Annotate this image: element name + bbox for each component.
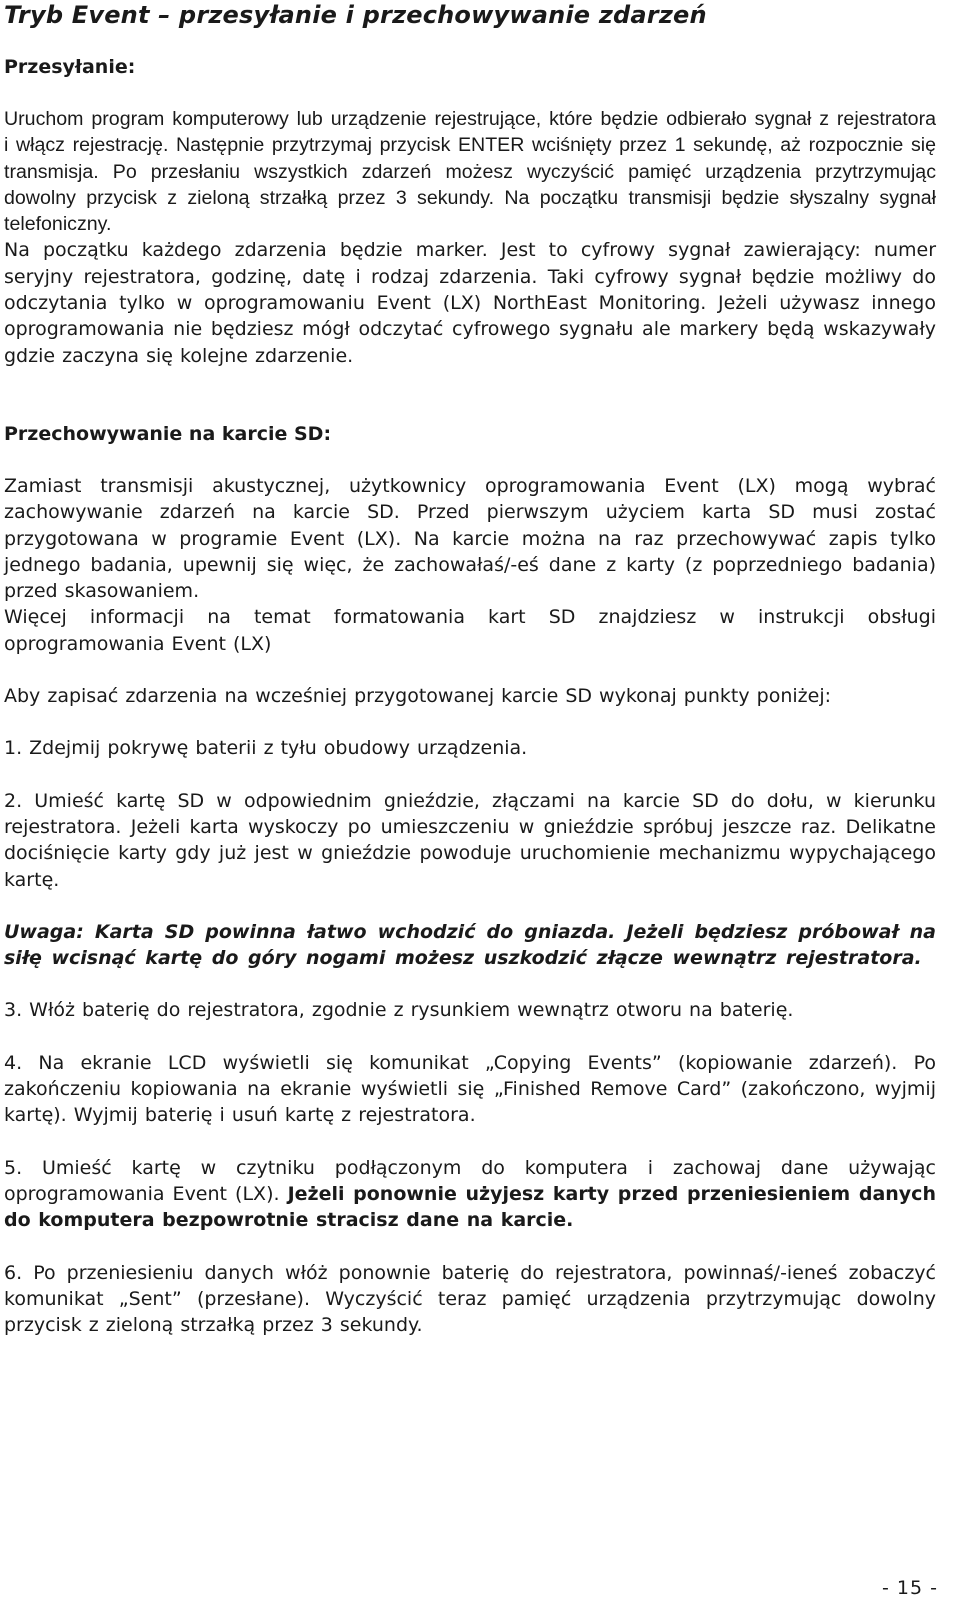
step-5-text: 5. Umieść kartę w czytniku podłączonym do komputera i zachowaj dane używając oprogramowania Event (LX). (4, 1156, 936, 1205)
storage-paragraph-1: Zamiast transmisji akustycznej, użytkownicy oprogramowania Event (LX) mogą wybrać zachowywanie zdarzeń na karcie SD. Przed pierwszym użyciem karta SD musi zostać przygotowana w programie Event (LX). Na karcie można na raz przechowywać zapis tylko jednego badania, upewnij się więc, że zachowałaś/-eś dane z karty (z poprzedniego badania) przed skasowaniem. (4, 474, 936, 603)
warning-note: Uwaga: Karta SD powinna łatwo wchodzić do gniazda. Jeżeli będziesz próbował na siłę wcisnąć kartę do góry nogami możesz uszkodzić złącze wewnątrz rejestratora. (4, 920, 936, 970)
step-6: 6. Po przeniesieniu danych włóż ponownie baterię do rejestratora, powinnaś/-ieneś zobaczyć komunikat „Sent” (przesłane). Wyczyścić teraz pamięć urządzenia przytrzymując dowolny przycisk z zieloną strzałką przez 3 sekundy. (4, 1261, 936, 1337)
storage-intro: Aby zapisać zdarzenia na wcześniej przygotowanej karcie SD wykonaj punkty poniżej: (4, 685, 832, 708)
page-number: - 15 - (882, 1577, 938, 1599)
document-page (4, 0, 936, 1338)
section-heading-transfer: Przesyłanie: (4, 56, 136, 78)
step-1: 1. Zdejmij pokrywę baterii z tyłu obudowy urządzenia. (4, 737, 528, 760)
page-title: Tryb Event – przesyłanie i przechowywanie zdarzeń (4, 1, 707, 29)
transfer-paragraph-2: Na początku każdego zdarzenia będzie marker. Jest to cyfrowy sygnał zawierający: numer seryjny rejestratora, godzinę, datę i rodzaj zdarzenia. Taki cyfrowy sygnał będzie możliwy do odczytania tylko w oprogramowaniu Event (LX) NorthEast Monitoring. Jeżeli używasz innego oprogramowania nie będziesz mógł odczytać cyfrowego sygnału ale markery będą wskazywały gdzie zaczyna się kolejne zdarzenie. (4, 239, 936, 367)
step-3: 3. Włóż baterię do rejestratora, zgodnie z rysunkiem wewnątrz otworu na baterię. (4, 999, 794, 1022)
step-4: 4. Na ekranie LCD wyświetli się komunikat „Copying Events” (kopiowanie zdarzeń). Po zakończeniu kopiowania na ekranie wyświetli się „Finished Remove Card” (zakończono, wyjmij kartę). Wyjmij baterię i usuń kartę z rejestratora. (4, 1051, 936, 1127)
step-5-bold-warning: Jeżeli ponownie użyjesz karty przed przeniesieniem danych do komputera bezpowrotnie stracisz dane na karcie. (4, 1182, 936, 1232)
transfer-paragraph-1: Uruchom program komputerowy lub urządzenie rejestrujące, które będzie odbierało sygnał z rejestratora i włącz rejestrację. Następnie przytrzymaj przycisk ENTER wciśnięty przez 1 sekundę, aż rozpocznie się transmisja. Po przesłaniu wszystkich zdarzeń możesz wyczyścić pamięć urządzenia przytrzymując dowolny przycisk z zieloną strzałką przez 3 sekundy. Na początku transmisji będzie słyszalny sygnał telefoniczny. (4, 108, 936, 236)
step-5 (4, 1155, 936, 1234)
storage-paragraph-2: Więcej informacji na temat formatowania kart SD znajdziesz w instrukcji obsługi oprogramowania Event (LX) (4, 606, 936, 655)
section-heading-storage: Przechowywanie na karcie SD: (4, 422, 332, 445)
step-2: 2. Umieść kartę SD w odpowiednim gnieździe, złączami na karcie SD do dołu, w kierunku rejestratora. Jeżeli karta wyskoczy po umieszczeniu w gnieździe spróbuj jeszcze raz. Delikatne dociśnięcie karty gdy już jest w gnieździe powoduje uruchomienie mechanizmu wypychającego kartę. (4, 789, 936, 891)
